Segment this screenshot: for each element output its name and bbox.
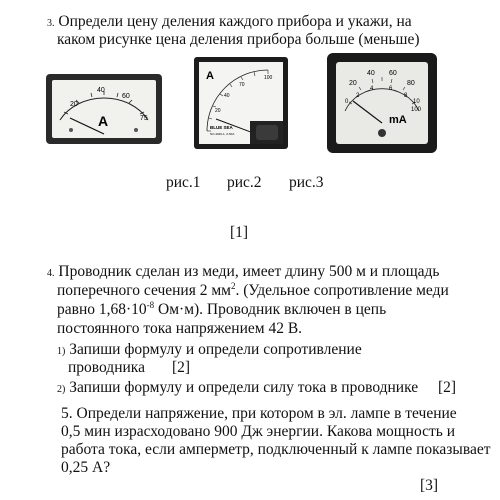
- task4-line3-sup: -8: [146, 299, 155, 310]
- meter1-label-75: 75: [140, 115, 148, 122]
- task3-score: [1]: [230, 224, 249, 241]
- meter3-label-6: 6: [389, 86, 393, 92]
- task4-sub2-text: Запиши формулу и определи силу тока в проводнике: [69, 379, 419, 396]
- task4-sub1-number: 1): [57, 346, 66, 357]
- meter3-label-10: 10: [413, 99, 420, 105]
- meter3-label-60: 60: [389, 70, 397, 77]
- task4-line2-a: поперечного сечения 2 мм: [57, 282, 231, 299]
- meter3-label-4: 4: [370, 86, 374, 92]
- ammeter-image-1: [46, 74, 162, 144]
- task4-sub2: [57, 378, 418, 399]
- task4-line1-text: Проводник сделан из меди, имеет длину 500 м и площадь: [58, 263, 440, 280]
- caption-fig-3: рис.3: [289, 174, 324, 191]
- task5-line1: 5. Определи напряжение, при котором в эл. лампе в течение: [61, 405, 457, 422]
- meter2-label-20: 20: [215, 108, 221, 114]
- meter3-label-100: 100: [411, 107, 422, 113]
- task5-line3: работа тока, если амперметр, подключенный к лампе показывает: [61, 441, 491, 458]
- task4-line3: [57, 300, 386, 319]
- meter2-label-70: 70: [239, 82, 245, 88]
- task4-number: 4.: [47, 268, 55, 279]
- task4-sub1-line2: проводника: [68, 359, 145, 376]
- meter2-model: NO.4020-1, 0-50A: [210, 132, 235, 136]
- meter3-unit: mA: [389, 114, 407, 126]
- meter2-label-100: 100: [264, 75, 273, 81]
- meter3-label-20: 20: [349, 80, 357, 87]
- milliammeter-image-3: [327, 53, 437, 153]
- ammeter-image-2: [194, 57, 288, 149]
- meter1-label-40: 40: [97, 87, 105, 94]
- meter1-label-60: 60: [122, 93, 130, 100]
- meter3-label-80: 80: [407, 80, 415, 87]
- meter3-label-8: 8: [404, 93, 408, 99]
- meter3-label-2: 2: [356, 93, 360, 99]
- task5-line4: 0,25 А?: [61, 459, 111, 476]
- task4-line3-a: равно 1,68·10: [57, 301, 147, 318]
- meter3-label-0: 0: [345, 99, 349, 105]
- task4-sub1-text: Запиши формулу и определи сопротивление: [69, 341, 362, 358]
- task4-line3-b: Ом·м). Проводник включен в цепь: [154, 301, 387, 318]
- task4-sub1-score: [2]: [172, 359, 191, 376]
- meter1-unit: A: [98, 113, 109, 129]
- caption-fig-1: рис.1: [166, 174, 201, 191]
- task5-line2: 0,5 мин израсходовано 900 Дж энергии. Какова мощность и: [61, 423, 456, 440]
- task5-score: [3]: [420, 477, 439, 494]
- task3-line2: каком рисунке цена деления прибора больше (меньше): [57, 31, 420, 48]
- meter2-label-40: 40: [224, 93, 230, 99]
- task4-line1: [47, 262, 439, 283]
- task4-sub2-number: 2): [57, 384, 66, 395]
- task4-line2-b: . (Удельное сопротивление меди: [235, 282, 449, 299]
- task3-number: 3.: [47, 18, 55, 29]
- caption-fig-2: рис.2: [227, 174, 262, 191]
- meter2-unit: A: [206, 70, 214, 82]
- meter1-label-20: 20: [70, 101, 78, 108]
- task3-line1-text: Определи цену деления каждого прибора и укажи, на: [58, 13, 412, 30]
- meter2-brand: BLUE SEA: [210, 125, 233, 130]
- task4-line4: постоянного тока напряжением 42 В.: [57, 320, 303, 337]
- task4-sub2-score: [2]: [438, 379, 457, 396]
- task4-line2: [57, 281, 449, 300]
- task4-line2-sup: 2: [230, 280, 236, 291]
- meter3-label-40: 40: [367, 70, 375, 77]
